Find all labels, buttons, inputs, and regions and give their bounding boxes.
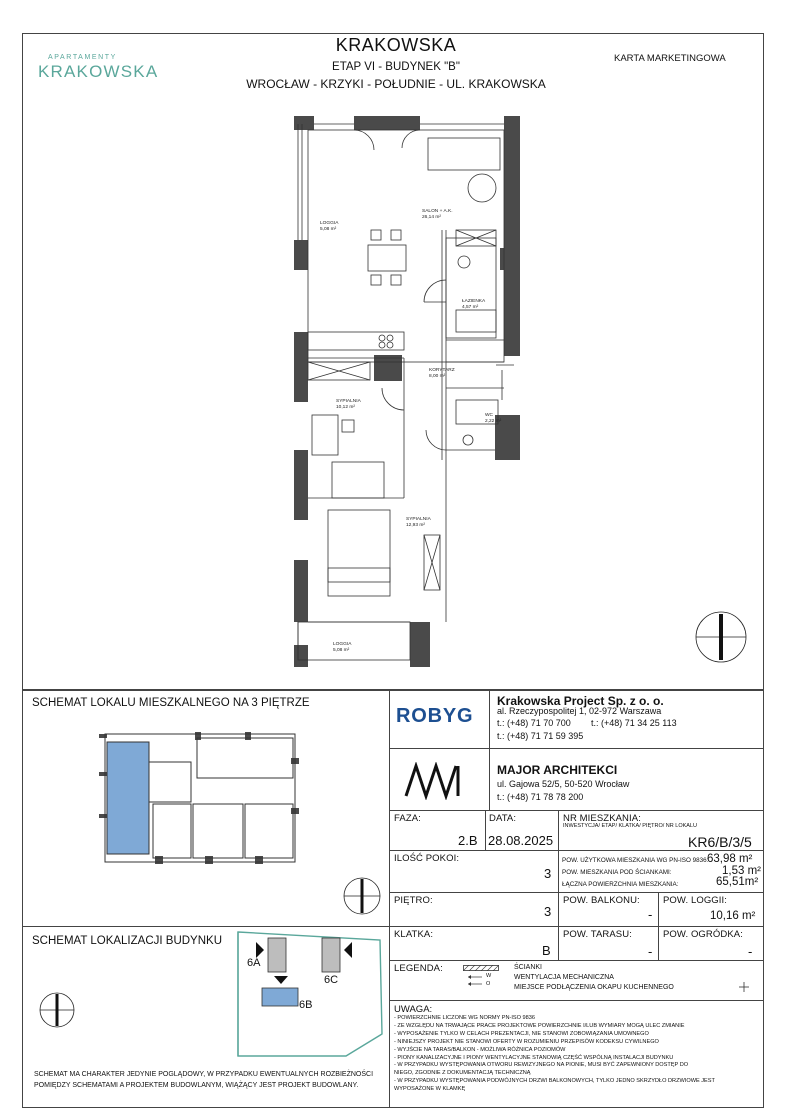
klatka-label: KLATKA: <box>394 929 434 940</box>
grid-row-2-top <box>389 850 764 851</box>
unit-highlight <box>107 742 149 854</box>
lower-divider <box>389 690 390 1108</box>
note-line: NIEGO, ZGODNIE Z DOKUMENTACJĄ TECHNICZNĄ <box>394 1070 531 1077</box>
architect-phone: t.: (+48) 71 78 78 200 <box>497 792 584 802</box>
faza-value: 2.B <box>458 833 478 848</box>
floor-plan <box>250 110 540 675</box>
klatka-value: B <box>542 943 551 958</box>
area-total-label: ŁĄCZNA POWIERZCHNIA MIESZKANIA: <box>562 881 679 888</box>
room-label-loggia-bottom: LOGGIA 5,08 m² <box>333 642 352 653</box>
developer-phone-2: t.: (+48) 71 34 25 113 <box>591 718 677 728</box>
grid-col-faza <box>485 810 486 850</box>
nr-sublabel: INWESTYCJA/ ETAP/ KLATKA/ PIĘTRO/ NR LOKALU <box>563 823 697 829</box>
area-usable-value: 63,98 m² <box>707 853 753 865</box>
area-under-walls-label: POW. MIESZKANIA POD ŚCIANKAMI: <box>562 869 672 876</box>
balkon-value: - <box>648 907 653 922</box>
data-value: 28.08.2025 <box>488 833 554 848</box>
robyg-logo: ROBYG <box>396 705 474 727</box>
legend-o-letter: O <box>486 981 491 987</box>
legend-wall-icon <box>463 965 499 971</box>
taras-value: - <box>648 944 653 959</box>
note-line: - W PRZYPADKU WYSTĘPOWANIA PODWÓJNYCH DRZWI BALKONOWYCH, TYLKO JEDNO SKRZYDŁO DRZWIOWE JEST <box>394 1078 715 1085</box>
major-architekci-logo-icon <box>404 762 462 800</box>
building-compass-icon <box>38 991 76 1029</box>
nr-value: KR6/B/3/5 <box>688 834 752 850</box>
room-label-korytarz: KORYTARZ 8,00 m² <box>429 368 455 379</box>
disclaimer-line-1: SCHEMAT MA CHARAKTER JEDYNIE POGLĄDOWY, W PRZYPADKU EWENTUALNYCH ROZBIEŻNOŚCI <box>34 1071 374 1078</box>
note-line: - WYJŚCIE NA TARAS/BALKON - MOŻLIWA RÓŻNICA POZIOMÓW <box>394 1046 566 1053</box>
schema-floor-title: SCHEMAT LOKALU MIESZKALNEGO NA 3 PIĘTRZE <box>32 697 310 709</box>
note-line: - POWIERZCHNIE LICZONE WG NORMY PN-ISO 9836 <box>394 1015 536 1021</box>
pietro-label: PIĘTRO: <box>394 895 433 906</box>
room-label-sypialnia-1: SYPIALNIA 10,12 m² <box>336 399 361 410</box>
legend-w-letter: W <box>486 973 492 979</box>
note-line: WYPOSAŻONE W KLAMKĘ <box>394 1086 466 1093</box>
ogrodek-value: - <box>748 944 753 959</box>
ogrodek-label: POW. OGRÓDKA: <box>663 929 743 940</box>
taras-label: POW. TARASU: <box>563 929 632 940</box>
pokoje-value: 3 <box>544 866 552 881</box>
developer-name: Krakowska Project Sp. z o. o. <box>497 694 664 708</box>
area-under-walls-value: 1,53 m² <box>722 865 761 877</box>
grid-row-4-top <box>389 926 764 927</box>
loggia-value: 10,16 m² <box>710 910 756 922</box>
hood-connection-icon <box>739 982 749 992</box>
dev-arch-divider <box>389 748 764 749</box>
page-subtitle-2: WROCŁAW - KRZYKI - POŁUDNIE - UL. KRAKOWSKA <box>246 77 546 91</box>
legend-ventilation-text: WENTYLACJA MECHANICZNA <box>514 974 614 981</box>
nr-label: NR MIESZKANIA: <box>563 813 641 824</box>
legenda-label: LEGENDA: <box>394 963 443 974</box>
notes-list <box>394 1015 760 1094</box>
balkon-label: POW. BALKONU: <box>563 895 640 906</box>
building-schema <box>232 930 387 1058</box>
note-line: - PIONY KANALIZACYJNE I PIONY WENTYLACYJNE STANOWIĄ CZĘŚĆ WSPÓLNĄ INSTALACJI BUDYNKU <box>394 1054 674 1061</box>
building-label-6b: 6B <box>299 999 313 1011</box>
room-label-loggia-top: LOGGIA 5,08 m² <box>320 221 339 232</box>
room-label-wc: WC 2,22 m² <box>485 413 502 424</box>
room-label-sypialnia-2: SYPIALNIA 12,93 m² <box>406 517 431 528</box>
schema-compass-icon <box>342 876 382 916</box>
legend-hood-text: MIEJSCE PODŁĄCZENIA OKAPU KUCHENNEGO <box>514 984 674 991</box>
note-line: - NINIEJSZY PROJEKT NIE STANOWI OFERTY W ROZUMIENIU PRZEPISÓW KODEKSU CYWILNEGO <box>394 1038 659 1045</box>
schema-divider <box>22 926 389 927</box>
grid-row-5-top <box>389 960 764 961</box>
room-label-salon: SALON + A.K. 26,14 m² <box>422 209 453 220</box>
north-compass-icon <box>694 610 748 664</box>
note-line: - ZE WZGLĘDU NA TRWAJĄCE PRACE PROJEKTOWE POWIERZCHNIE I/LUB WYMIARY MOGĄ ULEC ZMIANIE <box>394 1022 685 1029</box>
building-label-6c: 6C <box>324 974 339 986</box>
page-title: KRAKOWSKA <box>335 35 457 55</box>
pietro-value: 3 <box>544 904 552 919</box>
developer-phone-1: t.: (+48) 71 70 700 <box>497 718 571 728</box>
loggia-label: POW. LOGGII: <box>663 895 728 906</box>
legend-ventilation-icon <box>466 974 484 988</box>
developer-phone-3: t.: (+48) 71 71 59 395 <box>497 731 584 741</box>
developer-address: al. Rzeczypospolitej 1, 02-972 Warszawa <box>497 706 662 716</box>
grid-row-1-top <box>389 810 764 811</box>
logo-line2: KRAKOWSKA <box>38 62 159 81</box>
grid-row-3-top <box>389 892 764 893</box>
grid-col-data <box>558 810 559 960</box>
legend-wall-text: ŚCIANKI <box>514 964 543 971</box>
card-type: KARTA MARKETINGOWA <box>614 53 726 64</box>
data-label: DATA: <box>489 813 517 824</box>
notes-title: UWAGA: <box>394 1004 433 1015</box>
area-usable-label: POW. UŻYTKOWA MIESZKANIA WG PN-ISO 9836: <box>562 857 709 864</box>
note-line: - WYPOSAŻENIE TYLKO W CELACH PREZENTACJI, NIE STANOWI ZOBOWIĄZANIA UMOWNEGO <box>394 1030 649 1037</box>
room-label-lazienka: ŁAZIENKA 4,57 m² <box>462 299 486 310</box>
note-line: - W PRZYPADKU WYSTĘPOWANIA OTWORU REWIZYJNEGO NA PIONIE, MUSI BYĆ ZAPEWNIONY DOSTĘP DO <box>394 1062 689 1069</box>
pokoje-label: ILOŚĆ POKOI: <box>394 853 460 864</box>
architect-name: MAJOR ARCHITEKCI <box>497 763 618 777</box>
schema-building-title: SCHEMAT LOKALIZACJI BUDYNKU <box>32 935 223 947</box>
building-label-6a: 6A <box>247 957 261 969</box>
grid-row-6-top <box>389 1000 764 1001</box>
grid-col-loggia <box>658 892 659 960</box>
floor-schema <box>95 728 310 876</box>
page-subtitle-1: ETAP VI - BUDYNEK "B" <box>332 61 460 73</box>
logo-line1: APARTAMENTY <box>48 54 117 61</box>
architect-address: ul. Gajowa 52/5, 50-520 Wrocław <box>497 779 630 789</box>
area-total-value: 65,51m² <box>716 876 759 888</box>
faza-label: FAZA: <box>394 813 421 824</box>
disclaimer-line-2: POMIĘDZY SCHEMATAMI A PROJEKTEM BUDOWLANYM, WIĄŻĄCY JEST PROJEKT BUDOWLANY. <box>34 1082 359 1089</box>
dev-divider <box>489 690 490 810</box>
